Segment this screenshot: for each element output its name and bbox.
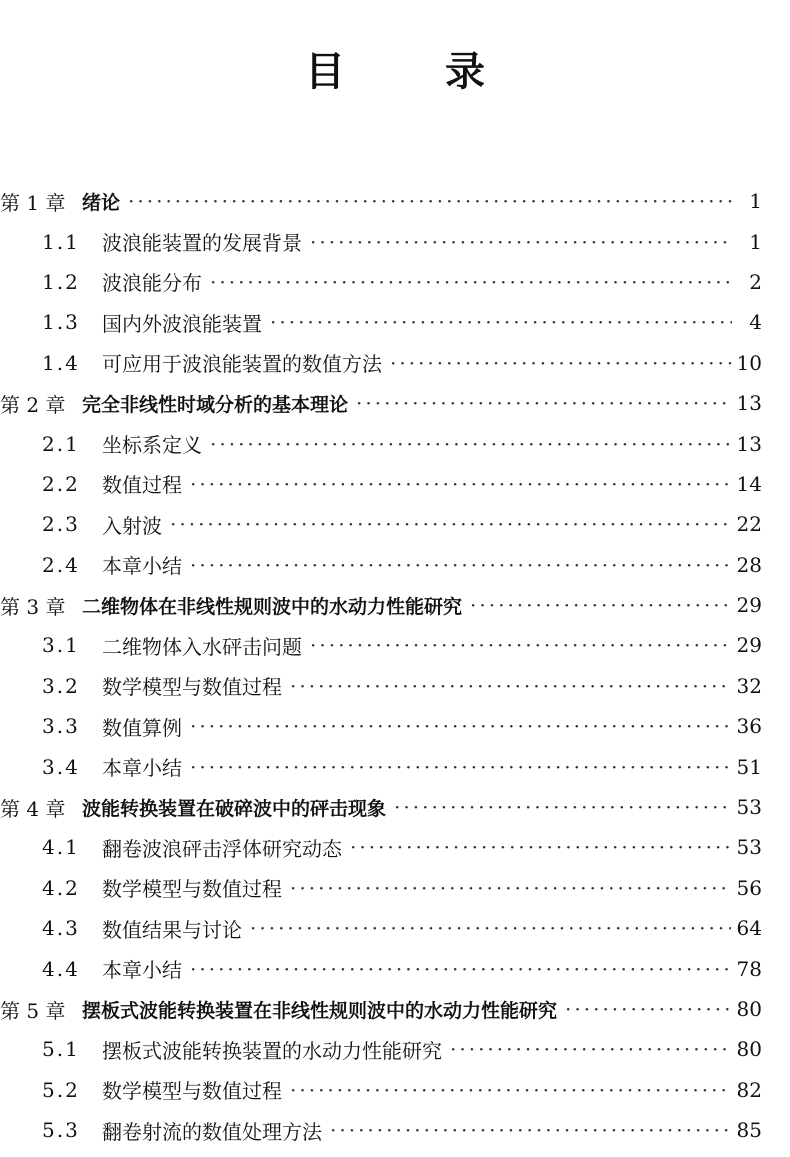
entry-title: 国内外波浪能装置 [102, 311, 262, 336]
toc-section-entry[interactable] [0, 504, 790, 544]
toc-section-entry[interactable] [0, 464, 790, 504]
entry-number: 2.3 [42, 512, 80, 537]
toc-section-entry[interactable] [0, 302, 790, 342]
dot-leader [210, 272, 732, 292]
entry-page-number: 2 [749, 269, 762, 294]
entry-page-number: 85 [736, 1118, 762, 1143]
dot-leader [170, 514, 731, 534]
dot-leader [394, 797, 731, 817]
entry-number: 1.2 [42, 269, 80, 294]
entry-title: 二维物体在非线性规则波中的水动力性能研究 [82, 595, 463, 618]
toc-section-entry[interactable] [0, 666, 790, 706]
entry-title: 翻卷射流的数值处理方法 [102, 1119, 322, 1144]
toc-section-entry[interactable] [0, 1070, 790, 1110]
entry-page-number: 29 [736, 593, 762, 618]
entry-page-number: 4 [749, 310, 762, 335]
entry-number: 3.1 [42, 633, 80, 658]
entry-title: 完全非线性时域分析的基本理论 [82, 393, 349, 416]
toc-chapter-entry[interactable] [0, 585, 790, 625]
toc-section-entry[interactable] [0, 221, 790, 261]
dot-leader [190, 474, 731, 494]
entry-title: 波浪能装置的发展背景 [102, 231, 302, 256]
dot-leader [450, 1039, 731, 1059]
dot-leader [330, 1120, 731, 1140]
toc-chapter-entry[interactable] [0, 383, 790, 423]
toc-section-entry[interactable] [0, 625, 790, 665]
entry-title: 数学模型与数值过程 [102, 877, 282, 902]
entry-title: 坐标系定义 [102, 433, 202, 458]
toc-section-entry[interactable] [0, 545, 790, 585]
entry-number: 3.3 [42, 714, 80, 739]
entry-page-number: 53 [736, 835, 762, 860]
entry-page-number: 10 [736, 350, 762, 375]
dot-leader [565, 999, 731, 1019]
dot-leader [390, 353, 731, 373]
entry-title: 本章小结 [102, 554, 182, 579]
entry-page-number: 32 [736, 673, 762, 698]
toc-section-entry[interactable] [0, 948, 790, 988]
entry-number: 第 5 章 [0, 998, 66, 1023]
entry-title: 数值过程 [102, 473, 182, 498]
entry-page-number: 80 [736, 1037, 762, 1062]
entry-page-number: 1 [749, 189, 762, 214]
toc-section-entry[interactable] [0, 423, 790, 463]
table-of-contents [0, 181, 790, 1150]
toc-section-entry[interactable] [0, 1029, 790, 1069]
entry-page-number: 13 [736, 431, 762, 456]
entry-number: 第 2 章 [0, 392, 66, 417]
dot-leader [190, 555, 731, 575]
entry-number: 1.1 [42, 229, 80, 254]
entry-number: 3.4 [42, 754, 80, 779]
entry-number: 2.2 [42, 471, 80, 496]
entry-page-number: 82 [736, 1077, 762, 1102]
toc-chapter-entry[interactable] [0, 787, 790, 827]
entry-title: 本章小结 [102, 958, 182, 983]
entry-number: 2.1 [42, 431, 80, 456]
toc-section-entry[interactable] [0, 868, 790, 908]
title-char-2: 录 [445, 49, 485, 95]
entry-number: 第 1 章 [0, 190, 66, 215]
entry-number: 第 3 章 [0, 594, 66, 619]
entry-page-number: 51 [736, 754, 762, 779]
dot-leader [210, 434, 731, 454]
entry-number: 5.3 [42, 1118, 80, 1143]
entry-title: 数学模型与数值过程 [102, 675, 282, 700]
toc-section-entry[interactable] [0, 262, 790, 302]
entry-number: 4.1 [42, 835, 80, 860]
entry-title: 摆板式波能转换装置在非线性规则波中的水动力性能研究 [82, 999, 558, 1022]
toc-section-entry[interactable] [0, 827, 790, 867]
dot-leader [290, 676, 731, 696]
dot-leader [310, 635, 731, 655]
entry-number: 4.3 [42, 916, 80, 941]
entry-title: 可应用于波浪能装置的数值方法 [102, 352, 382, 377]
entry-number: 5.1 [42, 1037, 80, 1062]
dot-leader [350, 837, 731, 857]
entry-page-number: 14 [736, 471, 762, 496]
toc-section-entry[interactable] [0, 706, 790, 746]
entry-title: 数值算例 [102, 715, 182, 740]
dot-leader [356, 393, 731, 413]
title-char-1: 目 [305, 49, 345, 95]
entry-title: 摆板式波能转换装置的水动力性能研究 [102, 1038, 442, 1063]
entry-title: 波能转换装置在破碎波中的砰击现象 [82, 797, 387, 820]
entry-page-number: 80 [736, 997, 762, 1021]
page-title [0, 40, 790, 97]
dot-leader [250, 918, 731, 938]
entry-page-number: 64 [736, 916, 762, 941]
dot-leader [190, 959, 731, 979]
dot-leader [190, 716, 731, 736]
entry-title: 数值结果与讨论 [102, 917, 242, 942]
entry-number: 第 4 章 [0, 796, 66, 821]
dot-leader [310, 232, 732, 252]
entry-page-number: 13 [736, 391, 762, 416]
entry-page-number: 36 [736, 714, 762, 739]
toc-section-entry[interactable] [0, 343, 790, 383]
entry-page-number: 28 [736, 552, 762, 577]
entry-page-number: 53 [736, 795, 762, 820]
toc-section-entry[interactable] [0, 746, 790, 786]
dot-leader [470, 595, 731, 615]
dot-leader [128, 191, 732, 211]
dot-leader [190, 757, 731, 777]
entry-page-number: 1 [749, 229, 762, 254]
entry-title: 绪论 [82, 191, 121, 214]
dot-leader [290, 878, 731, 898]
entry-page-number: 29 [736, 633, 762, 658]
entry-number: 3.2 [42, 673, 80, 698]
entry-page-number: 56 [736, 875, 762, 900]
entry-title: 入射波 [102, 513, 162, 538]
entry-title: 数学模型与数值过程 [102, 1079, 282, 1104]
toc-section-entry[interactable] [0, 908, 790, 948]
entry-number: 4.4 [42, 956, 80, 981]
entry-page-number: 22 [736, 512, 762, 537]
dot-leader [290, 1080, 731, 1100]
entry-number: 5.2 [42, 1077, 80, 1102]
entry-number: 4.2 [42, 875, 80, 900]
entry-title: 波浪能分布 [102, 271, 202, 296]
entry-number: 1.3 [42, 310, 80, 335]
entry-title: 翻卷波浪砰击浮体研究动态 [102, 836, 342, 861]
toc-section-entry[interactable] [0, 1110, 790, 1150]
entry-number: 1.4 [42, 350, 80, 375]
entry-title: 本章小结 [102, 756, 182, 781]
dot-leader [270, 312, 732, 332]
entry-number: 2.4 [42, 552, 80, 577]
toc-chapter-entry[interactable] [0, 989, 790, 1029]
entry-page-number: 78 [736, 956, 762, 981]
toc-chapter-entry[interactable] [0, 181, 790, 221]
entry-title: 二维物体入水砰击问题 [102, 634, 302, 659]
